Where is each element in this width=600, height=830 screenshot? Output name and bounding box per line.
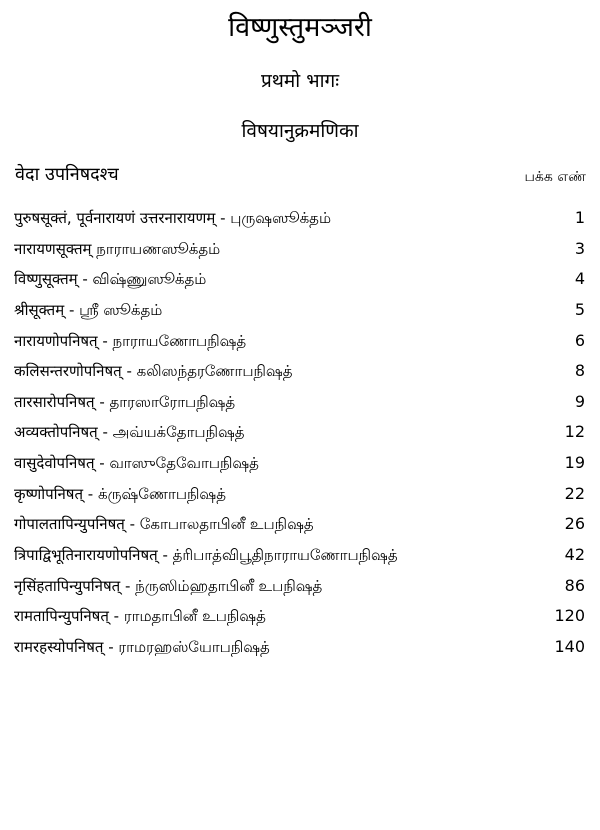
toc-entry-title: नृसिंहतापिन्युपनिषत् - ந்ருஸிம்ஹதாபினீ உபநிஷத்	[14, 576, 323, 595]
toc-entry-page: 120	[554, 606, 585, 626]
toc-entry-title: विष्णुसूक्तम् - விஷ்ணுஸூக்தம்	[14, 270, 207, 289]
toc-entry-page: 26	[564, 514, 585, 534]
toc-entry-title: नारायणसूक्तम् நாராயணஸூக்தம்	[14, 239, 221, 258]
toc-entry-title: नारायणोपनिषत् - நாராயணோபநிஷத்	[14, 331, 247, 350]
toc-entry-page: 6	[574, 330, 585, 350]
toc-entry-title: कलिसन्तरणोपनिषत् - கலிஸந்தரணோபநிஷத்	[14, 362, 293, 381]
toc-entry-page: 19	[564, 453, 585, 473]
toc-entry-page: 3	[574, 238, 585, 258]
section-heading: वेदा उपनिषदश्च	[15, 164, 119, 185]
toc-entry	[0, 450, 600, 481]
toc-list	[0, 205, 600, 665]
toc-entry-page: 22	[564, 483, 585, 503]
toc-entry	[0, 573, 600, 604]
toc-entry	[0, 266, 600, 297]
toc-entry-title: श्रीसूक्तम् - ஸ்ரீ ஸூக்தம்	[14, 300, 163, 319]
toc-entry	[0, 389, 600, 420]
toc-entry	[0, 419, 600, 450]
toc-entry	[0, 297, 600, 328]
toc-entry-page: 86	[564, 575, 585, 595]
toc-entry	[0, 205, 600, 236]
table-of-contents-heading: विषयानुक्रमणिका	[241, 120, 359, 142]
toc-entry-page: 8	[574, 361, 585, 381]
toc-entry-page: 9	[574, 391, 585, 411]
toc-entry-page: 42	[564, 545, 585, 565]
toc-entry-title: गोपालतापिन्युपनिषत् - கோபாலதாபினீ உபநிஷத்	[14, 515, 314, 534]
toc-entry-title: कृष्णोपनिषत् - க்ருஷ்ணோபநிஷத்	[14, 484, 226, 503]
toc-entry	[0, 481, 600, 512]
toc-entry-title: त्रिपाद्विभूतिनारायणोपनिषत् - த்ரிபாத்விபூதிநாராயணோபநிஷத்	[14, 546, 398, 565]
toc-entry-title: तारसारोपनिषत् - தாரஸாரோபநிஷத்	[14, 392, 236, 411]
toc-entry-page: 1	[574, 208, 585, 227]
toc-entry-title: पुरुषसूक्तं, पूर्वनारायणं उत्तरनारायणम् - புருஷஸூக்தம்	[14, 209, 332, 227]
toc-entry-page: 4	[574, 269, 585, 289]
toc-entry	[0, 603, 600, 634]
book-title: विष्णुस्तुमञ्जरी	[228, 12, 372, 43]
toc-entry-page: 5	[574, 299, 585, 319]
toc-entry	[0, 542, 600, 573]
toc-entry	[0, 358, 600, 389]
toc-entry	[0, 328, 600, 359]
volume-subtitle: प्रथमो भागः	[260, 70, 340, 92]
toc-entry	[0, 236, 600, 267]
toc-entry-title: रामतापिन्युपनिषत् - ராமதாபினீ உபநிஷத்	[14, 607, 266, 626]
toc-entry	[0, 511, 600, 542]
toc-entry-page: 140	[554, 636, 585, 656]
toc-entry-page: 12	[564, 422, 585, 442]
toc-entry	[0, 634, 600, 665]
toc-entry-title: अव्यक्तोपनिषत् - அவ்யக்தோபநிஷத்	[14, 423, 245, 442]
toc-entry-title: रामरहस्योपनिषत् - ராமரஹஸ்யோபநிஷத்	[14, 637, 270, 656]
page-number-column-heading: பக்க எண்	[524, 169, 586, 185]
toc-entry-title: वासुदेवोपनिषत् - வாஸுதேவோபநிஷத்	[14, 454, 259, 473]
